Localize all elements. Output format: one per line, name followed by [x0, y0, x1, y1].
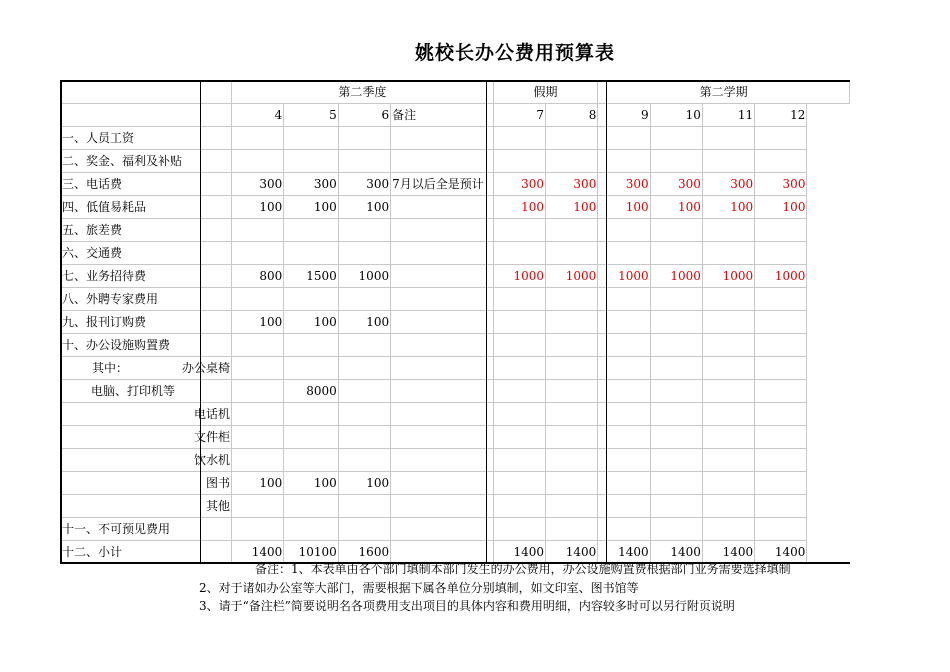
- amount-cell[interactable]: [338, 357, 390, 380]
- sheet-title: 姚校长办公费用预算表: [414, 42, 615, 64]
- amount-cell[interactable]: [650, 380, 702, 403]
- amount-cell[interactable]: [493, 288, 545, 311]
- amount-cell[interactable]: 10100: [284, 541, 339, 563]
- amount-cell[interactable]: [650, 403, 702, 426]
- amount-cell[interactable]: [338, 127, 390, 150]
- amount-cell[interactable]: 300: [284, 173, 339, 196]
- amount-cell[interactable]: [546, 518, 598, 541]
- amount-cell[interactable]: 1400: [546, 541, 598, 563]
- row-label-item: 办公桌椅: [182, 361, 231, 375]
- amount-cell[interactable]: [755, 449, 807, 472]
- remark-cell[interactable]: [391, 288, 494, 311]
- amount-cell[interactable]: [232, 150, 284, 173]
- amount-cell[interactable]: [493, 127, 545, 150]
- amount-cell[interactable]: [702, 150, 754, 173]
- row-label: 文件柜: [61, 426, 232, 449]
- amount-cell[interactable]: 100: [546, 196, 598, 219]
- amount-cell[interactable]: 300: [650, 173, 702, 196]
- amount-cell[interactable]: 1600: [338, 541, 390, 563]
- amount-cell[interactable]: [232, 357, 284, 380]
- amount-cell[interactable]: [755, 495, 807, 518]
- row-label: 十、办公设施购置费: [61, 334, 232, 357]
- row-label: 其他: [61, 495, 232, 518]
- row-label: [61, 357, 232, 380]
- table-row: [61, 311, 850, 334]
- amount-cell[interactable]: [650, 242, 702, 265]
- amount-cell[interactable]: [284, 127, 339, 150]
- amount-cell[interactable]: [284, 150, 339, 173]
- table-row: [61, 403, 850, 426]
- amount-cell[interactable]: 100: [755, 196, 807, 219]
- table-row: [61, 449, 850, 472]
- remark-cell[interactable]: [391, 449, 494, 472]
- divider-holiday: [486, 80, 487, 562]
- amount-cell[interactable]: [493, 403, 545, 426]
- table-row: [61, 242, 850, 265]
- amount-cell[interactable]: 1400: [755, 541, 807, 563]
- amount-cell[interactable]: [338, 288, 390, 311]
- amount-cell[interactable]: [650, 311, 702, 334]
- row-label: 十一、不可预见费用: [61, 518, 232, 541]
- amount-cell[interactable]: 300: [232, 173, 284, 196]
- amount-cell[interactable]: [755, 518, 807, 541]
- remark-cell[interactable]: [391, 541, 494, 563]
- group-holiday: 假期: [493, 81, 598, 104]
- amount-cell[interactable]: [702, 219, 754, 242]
- amount-cell[interactable]: 1000: [650, 265, 702, 288]
- amount-cell[interactable]: [284, 495, 339, 518]
- amount-cell[interactable]: [232, 219, 284, 242]
- amount-cell[interactable]: [493, 311, 545, 334]
- remark-cell[interactable]: [391, 265, 494, 288]
- amount-cell[interactable]: [650, 426, 702, 449]
- amount-cell[interactable]: 100: [598, 196, 650, 219]
- amount-cell[interactable]: [232, 127, 284, 150]
- amount-cell[interactable]: [650, 127, 702, 150]
- row-label: 电脑、打印机等: [61, 380, 232, 403]
- amount-cell[interactable]: 1000: [546, 265, 598, 288]
- corner-cell: [61, 81, 232, 104]
- amount-cell[interactable]: [702, 127, 754, 150]
- amount-cell[interactable]: [284, 518, 339, 541]
- amount-cell[interactable]: 1400: [702, 541, 754, 563]
- remark-cell[interactable]: [391, 380, 494, 403]
- remark-cell[interactable]: [391, 426, 494, 449]
- row-label: 四、低值易耗品: [61, 196, 232, 219]
- amount-cell[interactable]: 8000: [284, 380, 339, 403]
- amount-cell[interactable]: 100: [232, 472, 284, 495]
- amount-cell[interactable]: [284, 449, 339, 472]
- table-row: [61, 173, 850, 196]
- remark-cell[interactable]: [391, 242, 494, 265]
- amount-cell[interactable]: [650, 334, 702, 357]
- amount-cell[interactable]: [493, 150, 545, 173]
- amount-cell[interactable]: [232, 403, 284, 426]
- amount-cell[interactable]: 1000: [598, 265, 650, 288]
- amount-cell[interactable]: [755, 357, 807, 380]
- amount-cell[interactable]: [702, 357, 754, 380]
- amount-cell[interactable]: [650, 472, 702, 495]
- amount-cell[interactable]: 100: [284, 311, 339, 334]
- amount-cell[interactable]: [702, 380, 754, 403]
- header-group-row: [61, 81, 850, 104]
- amount-cell[interactable]: [338, 518, 390, 541]
- group-semester: 第二学期: [598, 81, 850, 104]
- row-label: 一、人员工资: [61, 127, 232, 150]
- amount-cell[interactable]: 300: [755, 173, 807, 196]
- amount-cell[interactable]: [650, 288, 702, 311]
- amount-cell[interactable]: 100: [338, 472, 390, 495]
- remark-cell[interactable]: [391, 127, 494, 150]
- amount-cell[interactable]: [702, 426, 754, 449]
- table-row: [61, 219, 850, 242]
- month-header: 9: [598, 104, 650, 127]
- amount-cell[interactable]: [284, 403, 339, 426]
- amount-cell[interactable]: [702, 472, 754, 495]
- amount-cell[interactable]: [702, 311, 754, 334]
- amount-cell[interactable]: 300: [493, 173, 545, 196]
- month-header: 6: [338, 104, 390, 127]
- amount-cell[interactable]: [232, 426, 284, 449]
- amount-cell[interactable]: [338, 150, 390, 173]
- amount-cell[interactable]: [232, 449, 284, 472]
- amount-cell[interactable]: 300: [546, 173, 598, 196]
- amount-cell[interactable]: 1000: [755, 265, 807, 288]
- table-row: [61, 265, 850, 288]
- month-header: 备注: [391, 104, 494, 127]
- amount-cell[interactable]: 100: [338, 311, 390, 334]
- group-q2: 第二季度: [232, 81, 494, 104]
- amount-cell[interactable]: [284, 288, 339, 311]
- budget-table: [60, 80, 850, 562]
- amount-cell[interactable]: [493, 219, 545, 242]
- amount-cell[interactable]: 100: [284, 196, 339, 219]
- note-1: 备注：1、本表单由各个部门填制本部门发生的办公费用，办公设施购置费根据部门业务需要选择填制: [255, 562, 791, 576]
- table-row: [61, 518, 850, 541]
- amount-cell[interactable]: [650, 219, 702, 242]
- amount-cell[interactable]: [546, 403, 598, 426]
- month-header: 8: [546, 104, 598, 127]
- amount-cell[interactable]: [232, 242, 284, 265]
- amount-cell[interactable]: [755, 219, 807, 242]
- row-label: 十二、小计: [61, 541, 232, 563]
- remark-cell[interactable]: [391, 518, 494, 541]
- amount-cell[interactable]: [702, 334, 754, 357]
- amount-cell[interactable]: 1000: [493, 265, 545, 288]
- amount-cell[interactable]: [546, 219, 598, 242]
- amount-cell[interactable]: [546, 288, 598, 311]
- amount-cell[interactable]: [546, 311, 598, 334]
- month-header: 7: [493, 104, 545, 127]
- remark-cell[interactable]: [391, 150, 494, 173]
- amount-cell[interactable]: [493, 426, 545, 449]
- remark-cell[interactable]: [391, 472, 494, 495]
- amount-cell[interactable]: [284, 426, 339, 449]
- amount-cell[interactable]: 100: [702, 196, 754, 219]
- amount-cell[interactable]: 800: [232, 265, 284, 288]
- amount-cell[interactable]: 100: [232, 311, 284, 334]
- divider-semester: [606, 80, 607, 562]
- amount-cell[interactable]: [338, 403, 390, 426]
- amount-cell[interactable]: [650, 518, 702, 541]
- amount-cell[interactable]: [338, 426, 390, 449]
- amount-cell[interactable]: 100: [650, 196, 702, 219]
- header-month-row: [61, 104, 850, 127]
- amount-cell[interactable]: [493, 357, 545, 380]
- amount-cell[interactable]: [338, 449, 390, 472]
- remark-cell[interactable]: [391, 334, 494, 357]
- amount-cell[interactable]: [755, 150, 807, 173]
- amount-cell[interactable]: [702, 288, 754, 311]
- amount-cell[interactable]: [755, 380, 807, 403]
- remark-cell[interactable]: 7月以后全是预计: [391, 173, 494, 196]
- amount-cell[interactable]: [650, 449, 702, 472]
- remark-cell[interactable]: [391, 311, 494, 334]
- note-2: 2、对于诸如办公室等大部门，需要根据下属各单位分别填制，如文印室、图书馆等: [199, 581, 639, 595]
- table-row: [61, 196, 850, 219]
- row-label: 五、旅差费: [61, 219, 232, 242]
- amount-cell[interactable]: [493, 242, 545, 265]
- table-row: [61, 357, 850, 380]
- amount-cell[interactable]: 300: [598, 173, 650, 196]
- table-row: [61, 380, 850, 403]
- row-label: 三、电话费: [61, 173, 232, 196]
- amount-cell[interactable]: 1400: [232, 541, 284, 563]
- month-header: 5: [284, 104, 339, 127]
- month-header: 10: [650, 104, 702, 127]
- amount-cell[interactable]: [338, 334, 390, 357]
- amount-cell[interactable]: 1400: [493, 541, 545, 563]
- amount-cell[interactable]: [755, 288, 807, 311]
- amount-cell[interactable]: [702, 403, 754, 426]
- amount-cell[interactable]: [546, 449, 598, 472]
- amount-cell[interactable]: [338, 242, 390, 265]
- amount-cell[interactable]: [493, 334, 545, 357]
- amount-cell[interactable]: [338, 219, 390, 242]
- amount-cell[interactable]: [338, 380, 390, 403]
- month-header: 11: [702, 104, 754, 127]
- table-row: [61, 127, 850, 150]
- row-label: 七、业务招待费: [61, 265, 232, 288]
- row-label: 六、交通费: [61, 242, 232, 265]
- divider-label: [200, 80, 201, 562]
- row-label: 图书: [61, 472, 232, 495]
- row-label: 八、外聘专家费用: [61, 288, 232, 311]
- remark-cell[interactable]: [391, 196, 494, 219]
- amount-cell[interactable]: [546, 495, 598, 518]
- amount-cell[interactable]: [493, 472, 545, 495]
- remark-cell[interactable]: [391, 357, 494, 380]
- amount-cell[interactable]: [755, 311, 807, 334]
- amount-cell[interactable]: 1500: [284, 265, 339, 288]
- table-row: [61, 288, 850, 311]
- table-row: [61, 150, 850, 173]
- amount-cell[interactable]: [702, 449, 754, 472]
- amount-cell[interactable]: [546, 150, 598, 173]
- remark-cell[interactable]: [391, 219, 494, 242]
- table-row: [61, 426, 850, 449]
- amount-cell[interactable]: [493, 380, 545, 403]
- month-header: 12: [755, 104, 807, 127]
- note-3: 3、请于“备注栏”简要说明名各项费用支出项目的具体内容和费用明细，内容较多时可以另行附页说明: [199, 599, 735, 613]
- amount-cell[interactable]: [755, 242, 807, 265]
- amount-cell[interactable]: 1000: [702, 265, 754, 288]
- amount-cell[interactable]: 100: [232, 196, 284, 219]
- amount-cell[interactable]: [650, 357, 702, 380]
- row-label: 九、报刊订购费: [61, 311, 232, 334]
- row-label: 电话机: [61, 403, 232, 426]
- remark-cell[interactable]: [391, 495, 494, 518]
- amount-cell[interactable]: [493, 449, 545, 472]
- amount-cell[interactable]: [232, 495, 284, 518]
- amount-cell[interactable]: [232, 380, 284, 403]
- amount-cell[interactable]: [284, 357, 339, 380]
- corner-cell: [61, 104, 232, 127]
- table-row: [61, 334, 850, 357]
- row-label: 饮水机: [61, 449, 232, 472]
- amount-cell[interactable]: [702, 518, 754, 541]
- amount-cell[interactable]: 100: [338, 196, 390, 219]
- amount-cell[interactable]: [546, 334, 598, 357]
- amount-cell[interactable]: [755, 334, 807, 357]
- row-label: 二、奖金、福利及补贴: [61, 150, 232, 173]
- amount-cell[interactable]: [546, 242, 598, 265]
- amount-cell[interactable]: [546, 426, 598, 449]
- amount-cell[interactable]: [232, 334, 284, 357]
- month-header: 4: [232, 104, 284, 127]
- budget-table-area: [60, 80, 850, 562]
- amount-cell[interactable]: [702, 242, 754, 265]
- amount-cell[interactable]: 300: [702, 173, 754, 196]
- amount-cell[interactable]: [546, 127, 598, 150]
- amount-cell[interactable]: 1400: [650, 541, 702, 563]
- amount-cell[interactable]: [284, 219, 339, 242]
- amount-cell[interactable]: [755, 472, 807, 495]
- amount-cell[interactable]: [493, 518, 545, 541]
- row-label-prefix: 其中：: [92, 361, 129, 375]
- amount-cell[interactable]: [284, 242, 339, 265]
- table-row: [61, 495, 850, 518]
- amount-cell[interactable]: [755, 403, 807, 426]
- amount-cell[interactable]: 1400: [598, 541, 650, 563]
- amount-cell[interactable]: [755, 127, 807, 150]
- amount-cell[interactable]: 100: [284, 472, 339, 495]
- amount-cell[interactable]: 300: [338, 173, 390, 196]
- amount-cell[interactable]: [702, 495, 754, 518]
- amount-cell[interactable]: [493, 495, 545, 518]
- amount-cell[interactable]: [338, 495, 390, 518]
- amount-cell[interactable]: 1000: [338, 265, 390, 288]
- amount-cell[interactable]: [232, 288, 284, 311]
- amount-cell[interactable]: [650, 150, 702, 173]
- table-row: [61, 541, 850, 563]
- amount-cell[interactable]: [284, 334, 339, 357]
- remark-cell[interactable]: [391, 403, 494, 426]
- amount-cell[interactable]: [546, 472, 598, 495]
- amount-cell[interactable]: [755, 426, 807, 449]
- amount-cell[interactable]: [232, 518, 284, 541]
- amount-cell[interactable]: [546, 380, 598, 403]
- amount-cell[interactable]: 100: [493, 196, 545, 219]
- amount-cell[interactable]: [650, 495, 702, 518]
- amount-cell[interactable]: [546, 357, 598, 380]
- table-row: [61, 472, 850, 495]
